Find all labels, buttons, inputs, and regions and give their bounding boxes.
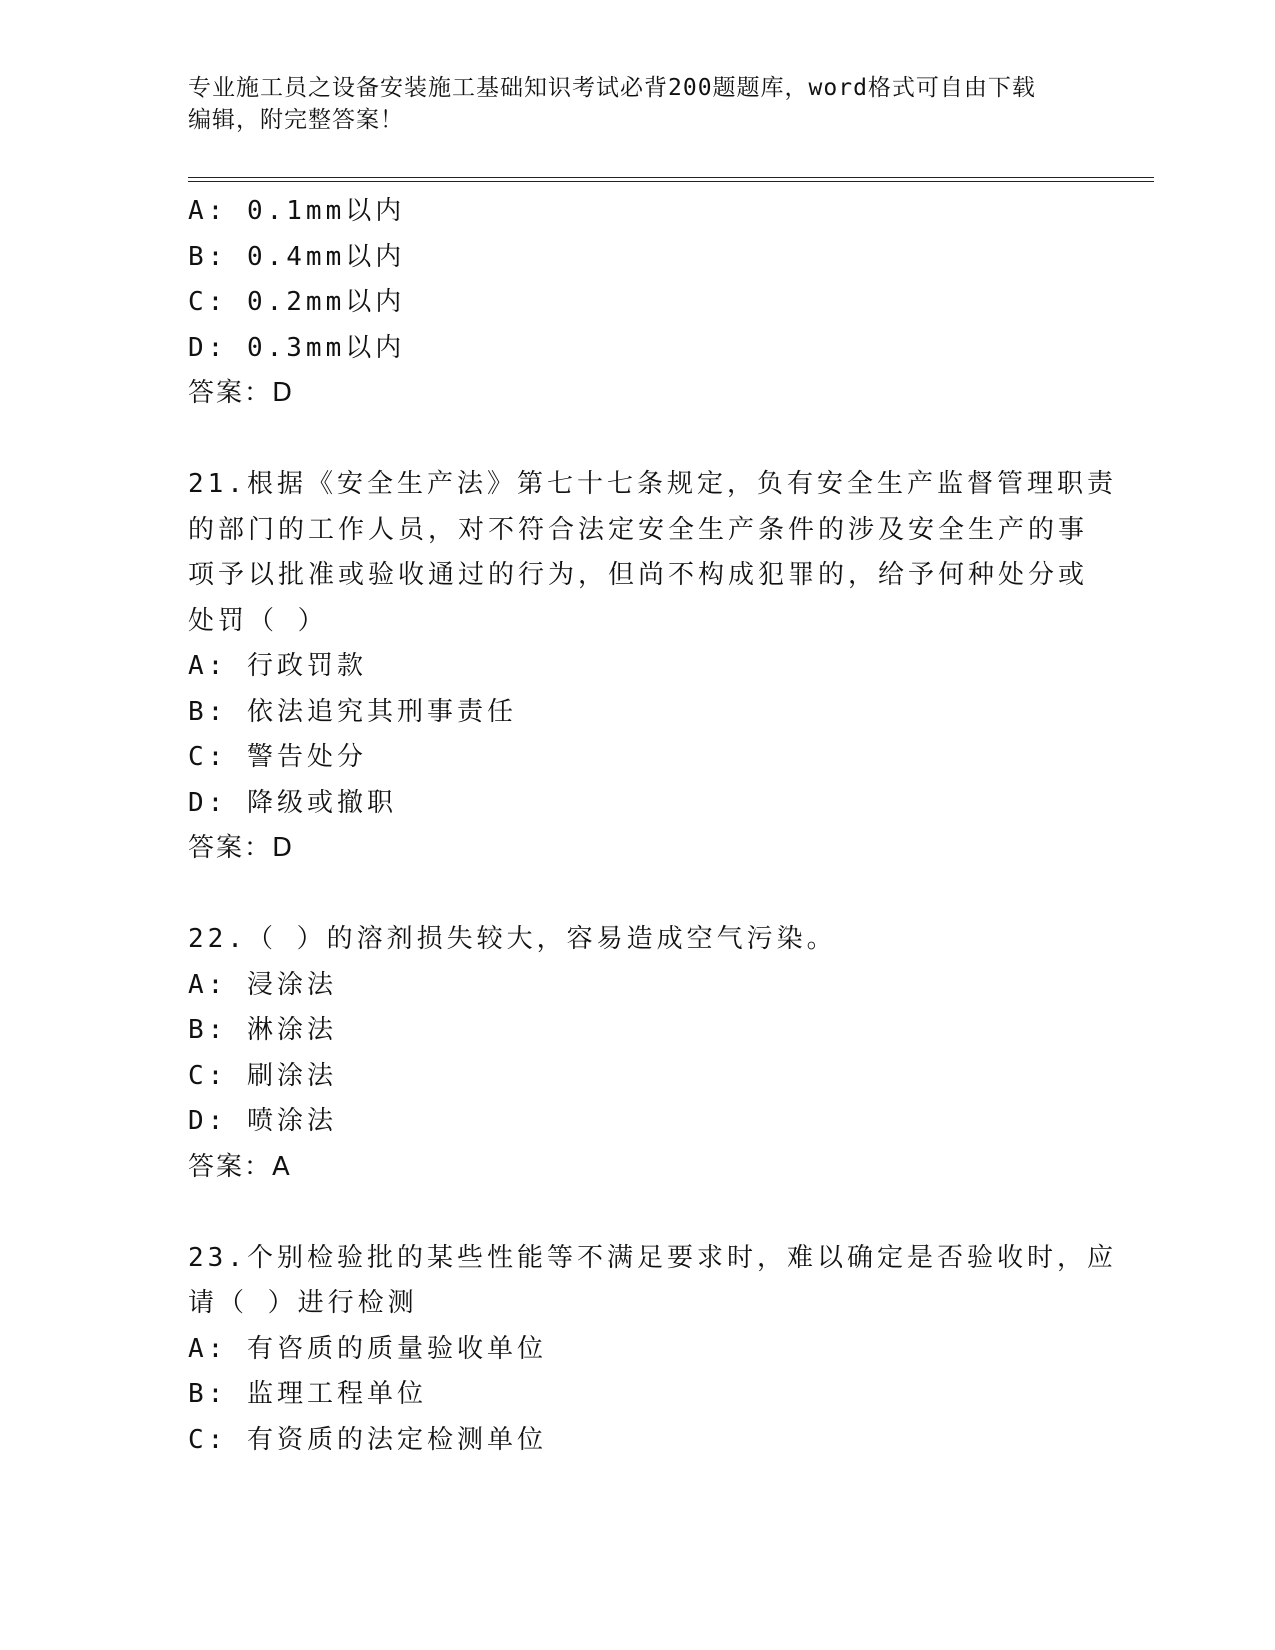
question-stem-line: 的部门的工作人员，对不符合法定安全生产条件的涉及安全生产的事 xyxy=(188,514,1089,545)
option-b: B: 监理工程单位 xyxy=(188,1379,427,1409)
option-a: A: 行政罚款 xyxy=(188,651,367,681)
question-stem-line: 21.根据《安全生产法》第七十七条规定，负有安全生产监督管理职责 xyxy=(188,469,1117,499)
answer: 答案：A xyxy=(188,1151,292,1182)
question-stem-line: 项予以批准或验收通过的行为，但尚不构成犯罪的，给予何种处分或 xyxy=(188,560,1089,590)
header-title-line-1: 专业施工员之设备安装施工基础知识考试必背200题题库，word格式可自由下载 xyxy=(188,75,1036,101)
spacer xyxy=(188,417,1088,463)
question-20-tail xyxy=(188,189,1088,417)
spacer xyxy=(188,1190,1088,1236)
option-a: A: 浸涂法 xyxy=(188,969,337,1000)
question-21 xyxy=(188,462,1117,872)
option-d: D: 喷涂法 xyxy=(188,1106,337,1136)
answer: 答案：D xyxy=(188,378,295,408)
question-22 xyxy=(188,917,1088,1190)
option-c: C: 警告处分 xyxy=(188,742,367,772)
question-stem-line: 请（ ）进行检测 xyxy=(188,1288,418,1318)
answer: 答案：D xyxy=(188,833,295,863)
option-d: D: 0.3mm以内 xyxy=(188,332,406,363)
option-c: C: 刷涂法 xyxy=(188,1060,337,1091)
option-b: B: 0.4mm以内 xyxy=(188,241,406,272)
header-double-rule xyxy=(188,177,1154,182)
question-list xyxy=(188,189,1117,1463)
question-stem-line: 23.个别检验批的某些性能等不满足要求时，难以确定是否验收时，应 xyxy=(188,1242,1117,1273)
question-stem-line: 处罚（ ） xyxy=(188,605,328,636)
option-b: B: 依法追究其刑事责任 xyxy=(188,696,517,727)
option-c: C: 有资质的法定检测单位 xyxy=(188,1424,547,1455)
question-23 xyxy=(188,1236,1117,1464)
option-c: C: 0.2mm以内 xyxy=(188,287,406,317)
option-d: D: 降级或撤职 xyxy=(188,787,397,818)
header-title-line-2: 编辑，附完整答案！ xyxy=(188,107,404,133)
option-a: A: 0.1mm以内 xyxy=(188,196,406,226)
question-stem-line: 22.（ ）的溶剂损失较大，容易造成空气污染。 xyxy=(188,924,837,954)
option-a: A: 有咨质的质量验收单位 xyxy=(188,1333,547,1364)
spacer xyxy=(188,872,1088,918)
option-b: B: 淋涂法 xyxy=(188,1015,337,1045)
document-header xyxy=(188,72,1088,136)
